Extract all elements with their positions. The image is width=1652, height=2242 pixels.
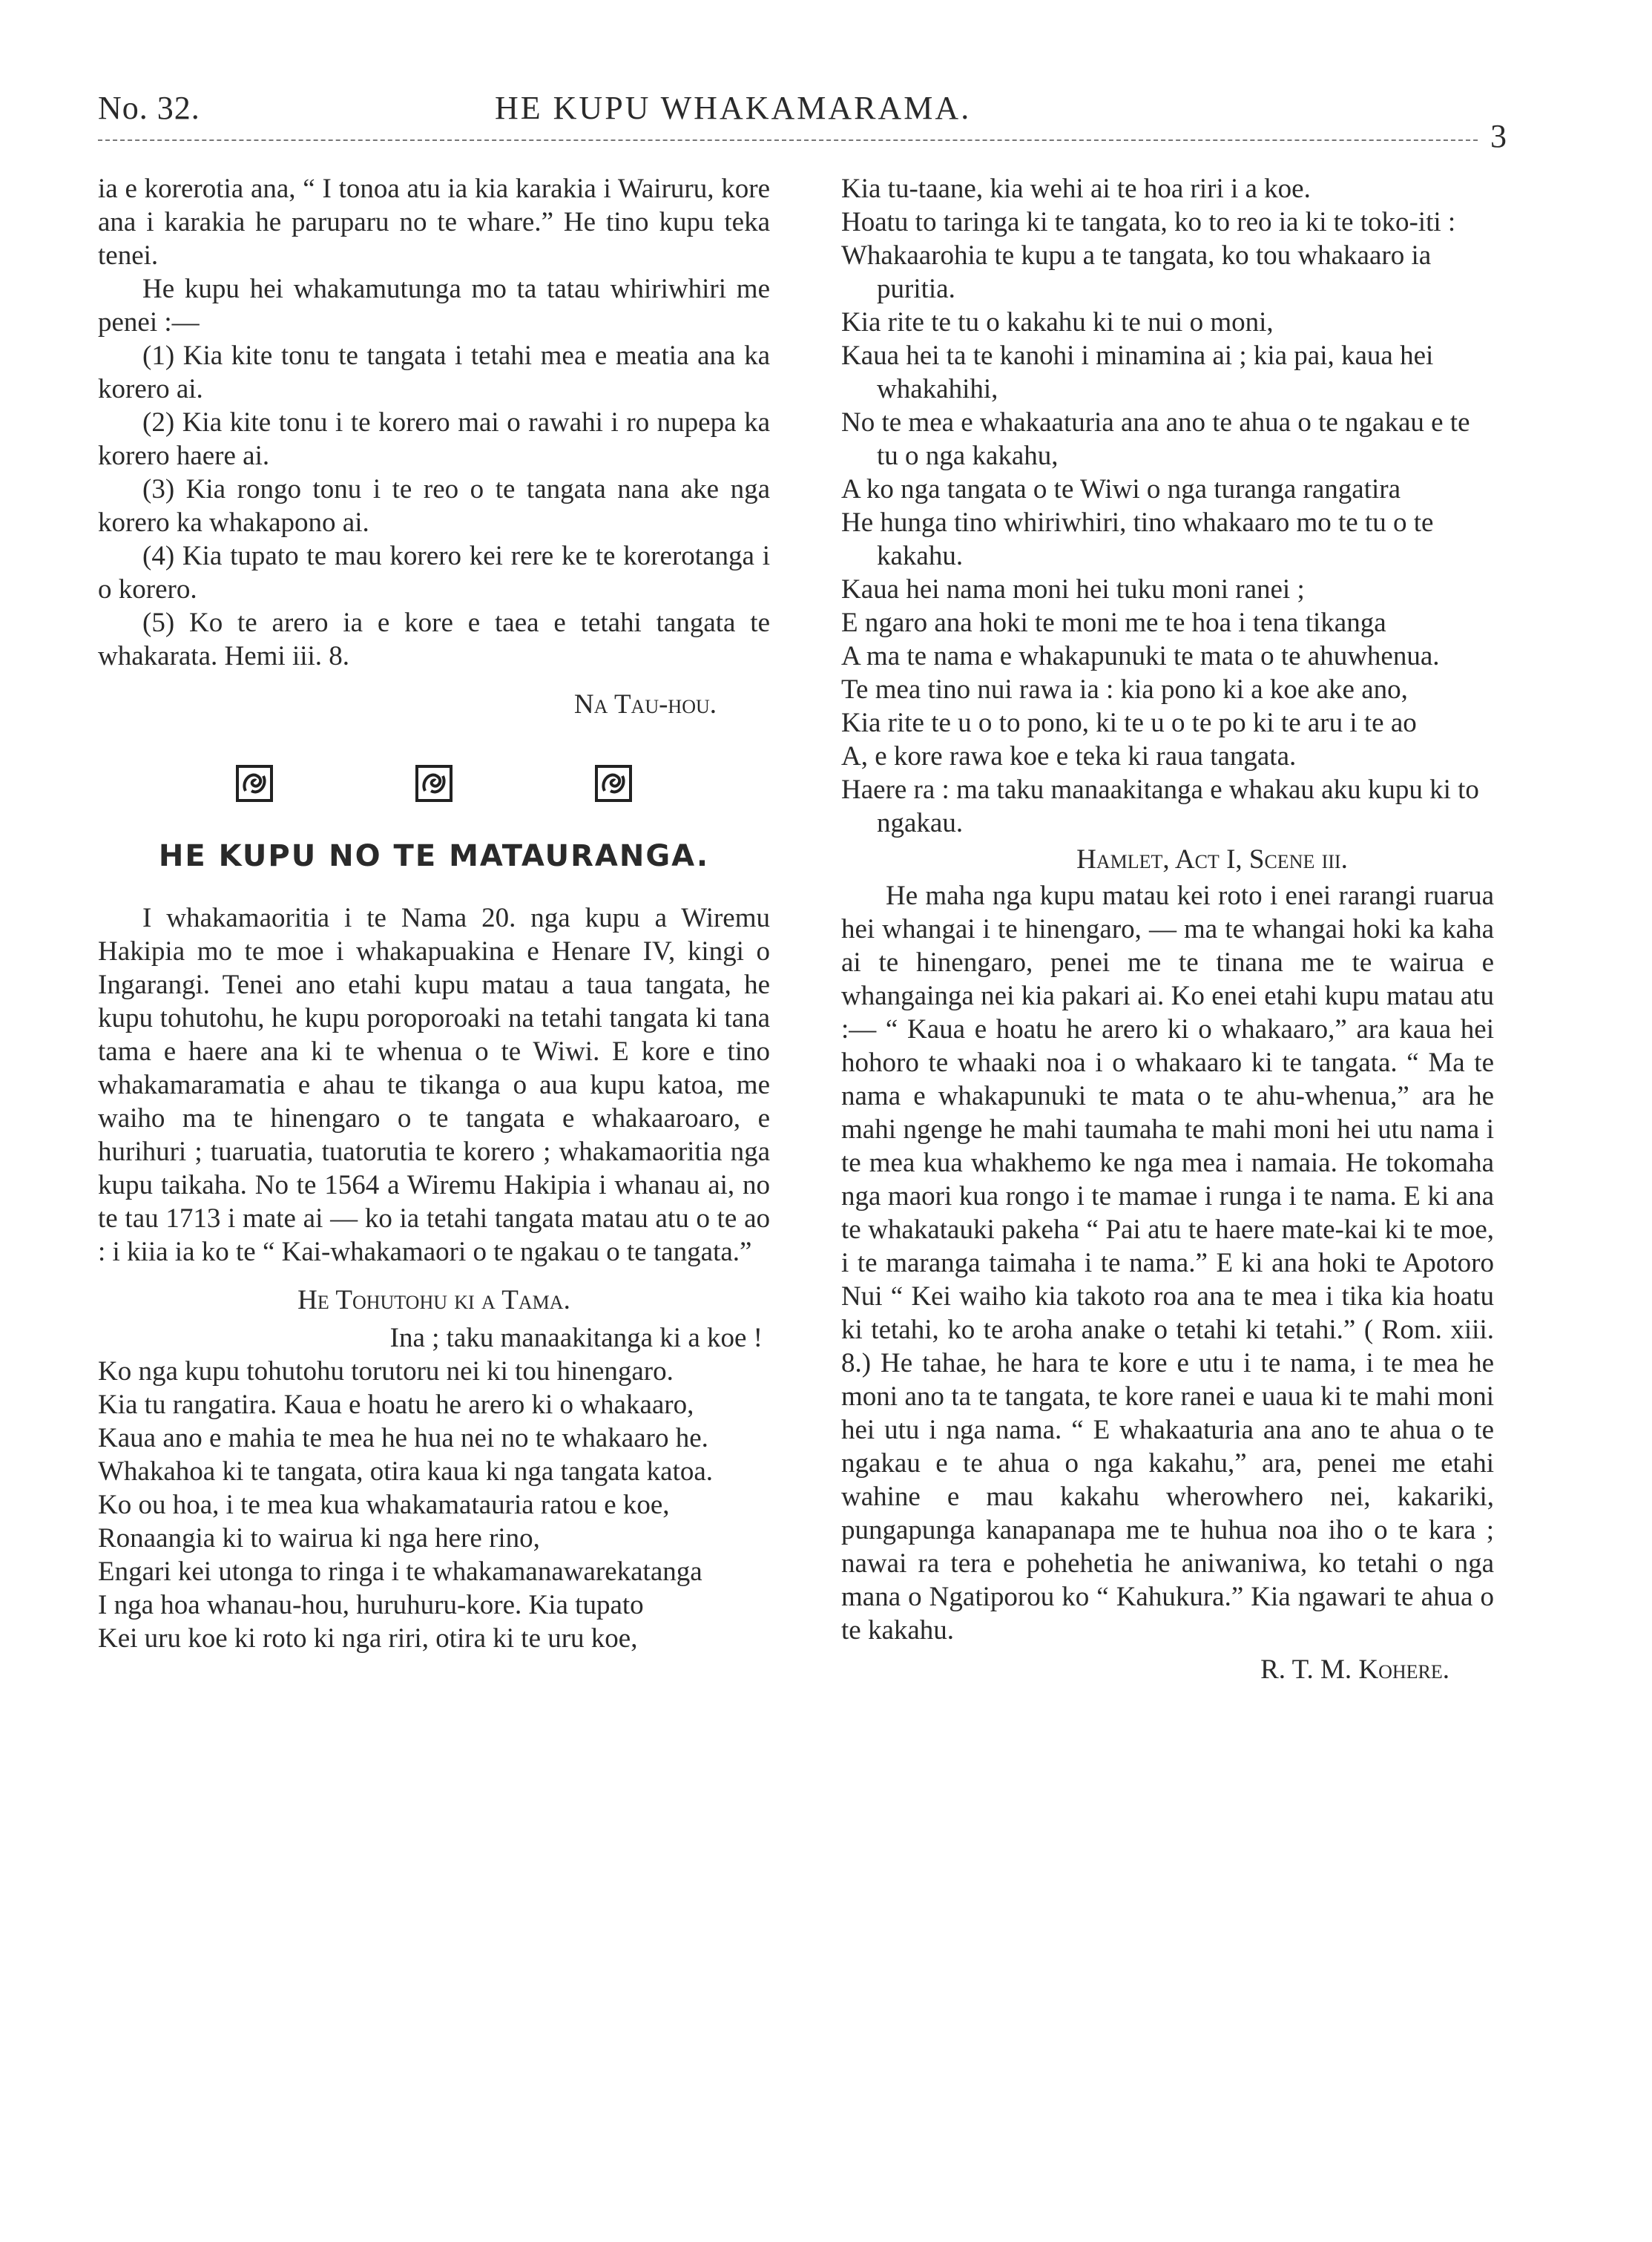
page-number: 3 — [1490, 118, 1507, 154]
swirl-ornament-icon — [415, 764, 453, 803]
publication-title: HE KUPU WHAKAMARAMA. — [495, 90, 972, 126]
swirl-ornament-icon — [594, 764, 633, 803]
point-item: (1) Kia kite tonu te tangata i tetahi mea e meatia ana ka korero ai. — [98, 341, 770, 404]
poem-opening-line: Ina ; taku manaakitanga ki a koe ! — [389, 1323, 763, 1353]
poem-line: Te mea tino nui rawa ia : kia pono ki a koe ake ano, — [841, 674, 1408, 705]
poem-line: He hunga tino whiriwhiri, tino whakaaro mo te tu o te kakahu. — [841, 507, 1434, 571]
ornament-row — [165, 764, 703, 803]
poem-line: Whakahoa ki te tangata, otira kaua ki nga tangata katoa. — [98, 1456, 714, 1487]
continuation-paragraph: ia e korerotia ana, “ I tonoa atu ia kia karakia i Wairuru, kore ana i karakia he paruparu no te whare.” He tino kupu teka tenei. — [98, 174, 770, 271]
poem-line: Haere ra : ma taku manaakitanga e whakau aku kupu ki to ngakau. — [841, 775, 1479, 838]
poem-line: Kaua hei nama moni hei tuku moni ranei ; — [841, 574, 1305, 605]
poem-line: A ko nga tangata o te Wiwi o nga turanga rangatira — [841, 474, 1401, 504]
point-item: (5) Ko te arero ia e kore e taea e tetahi tangata te whakarata. Hemi iii. 8. — [98, 608, 770, 671]
page-header — [98, 89, 1507, 154]
author-signature: Na Tau-hou. — [573, 689, 717, 720]
poem-line: Kei uru koe ki roto ki nga riri, otira ki te uru koe, — [98, 1623, 638, 1654]
poem-line: Kia tu-taane, kia wehi ai te hoa riri i a koe. — [841, 174, 1311, 204]
swirl-ornament-icon — [235, 764, 274, 803]
poem-line: Hoatu to taringa ki te tangata, ko to reo ia ki te toko-iti : — [841, 207, 1456, 237]
poem-line: Kaua ano e mahia te mea he hua nei no te whakaaro he. — [98, 1423, 708, 1453]
poem-line: I nga hoa whanau-hou, huruhuru-kore. Kia tupato — [98, 1590, 644, 1620]
poem-line: Kia rite te tu o kakahu ki te nui o moni, — [841, 307, 1274, 338]
poem-line: No te mea e whakaaturia ana ano te ahua o te ngakau e te tu o nga kakahu, — [841, 407, 1470, 471]
author-signature: R. T. M. Kohere. — [1260, 1654, 1449, 1685]
poem-line: Engari kei utonga to ringa i te whakamanawarekatanga — [98, 1556, 702, 1587]
point-item: (4) Kia tupato te mau korero kei rere ke te korerotanga i o korero. — [98, 541, 770, 605]
header-rule — [98, 139, 1478, 141]
poem-line: E ngaro ana hoki te moni me te hoa i tena tikanga — [841, 608, 1386, 638]
poem-line: A ma te nama e whakapunuki te mata o te ahuwhenua. — [841, 641, 1440, 671]
left-column — [98, 172, 770, 1655]
poem-line: Kia tu rangatira. Kaua e hoatu he arero ki o whakaaro, — [98, 1390, 694, 1420]
point-item: (3) Kia rongo tonu i te reo o te tangata nana ake nga korero ka whakapono ai. — [98, 474, 770, 538]
section-body: I whakamaoritia i te Nama 20. nga kupu a Wiremu Hakipia mo te moe i whakapuakina e Henare IV, kingi o Ingarangi. Tenei ano etahi kupu matau a taua tangata, he kupu tohutohu, he kupu poroporoaki na tetahi tangata ki tana tama e haere ana ki te whenua o te Wiwi. E kore e tino whakamaramatia e ahau te tikanga o aua kupu katoa, me waiho ma te hinengaro o te tangata e whakaaroaro, e hurihuri ; tuaruatia, tuatorutia te korero ; whakamaoritia nga kupu taikaha. No te 1564 a Wiremu Hakipia i whanau ai, no te tau 1713 i mate ai — ko ia tetahi tangata matau atu o te ao : i kiia ia ko te “ Kai-whakamaori o te ngakau o te tangata.” — [98, 903, 770, 1267]
poem-line: Ko nga kupu tohutohu torutoru nei ki tou hinengaro. — [98, 1356, 674, 1387]
poem-line: Ronaangia ki to wairua ki nga here rino, — [98, 1523, 540, 1554]
issue-number: No. 32. — [98, 90, 200, 126]
poem-line: Whakaarohia te kupu a te tangata, ko tou whakaaro ia puritia. — [841, 240, 1432, 304]
poem-line: Kaua hei ta te kanohi i minamina ai ; kia pai, kaua hei whakahihi, — [841, 341, 1434, 404]
poem-line: Kia rite te u o to pono, ki te u o te po ki te aru i te ao — [841, 708, 1417, 738]
poem-line: A, e kore rawa koe e teka ki raua tangata. — [841, 741, 1297, 772]
poem-attribution: Hamlet, Act I, Scene iii. — [1076, 844, 1348, 875]
point-item: (2) Kia kite tonu i te korero mai o rawahi i ro nupepa ka korero haere ai. — [98, 407, 770, 471]
poem-line: Ko ou hoa, i te mea kua whakamatauria ratou e koe, — [98, 1490, 670, 1520]
poem-heading: He Tohutohu ki a Tama. — [297, 1285, 570, 1315]
intro-paragraph: He kupu hei whakamutunga mo ta tatau whiriwhiri me penei :— — [98, 274, 770, 338]
right-column — [841, 172, 1494, 1686]
section-title: HE KUPU NO TE MATAURANGA. — [158, 839, 710, 873]
commentary-paragraph: He maha nga kupu matau kei roto i enei rarangi ruarua hei whangai i te hinengaro, — ma te whangai hoki ka kaha ai te hinengaro, penei me te tinana me te wairua e whangainga nei kia pakari ai. Ko enei etahi kupu matau atu :— “ Kaua e hoatu he arero ki o whakaaro,” ara kaua hei hohoro te whaaki noa i o whakaaro ki te tangata. “ Ma te nama e whakapunuki te mata o te ahu-whenua,” ara he mahi ngenge he mahi taumaha te mahi moni hei utu nama i te mea kua whakhemo ke nga mea i namaia. He tokomaha nga maori kua rongo i te mamae i runga i te nama. E ki ana te whakatauki pakeha “ Pai atu te haere mate-kai ki te moe, i te maranga taimaha i te nama.” E ki ana hoki te Apotoro Nui “ Kei waiho kia takoto roa ana te mea i tika kia hoatu ki tetahi, ko te aroha anake o tetahi ki tetahi.” ( Rom. xiii. 8.) He tahae, he hara te kore e utu i te nama, i te mea he moni ano ta te tangata, te kore ranei e uaua ki te mahi moni hei utu i nga nama. “ E whakaaturia ana ano te ahua o te ngakau e te ahua o nga kakahu,” ara, penei me etahi wahine e mau kakahu wherowhero nei, kakariki, pungapunga kanapanapa me te huhua noa iho o te kara ; nawai ra tera e pohehetia he aniwaniwa, ko tetahi o nga mana o Ngatiporou ko “ Kahukura.” Kia ngawari te ahua o te kakahu. — [841, 881, 1494, 1646]
